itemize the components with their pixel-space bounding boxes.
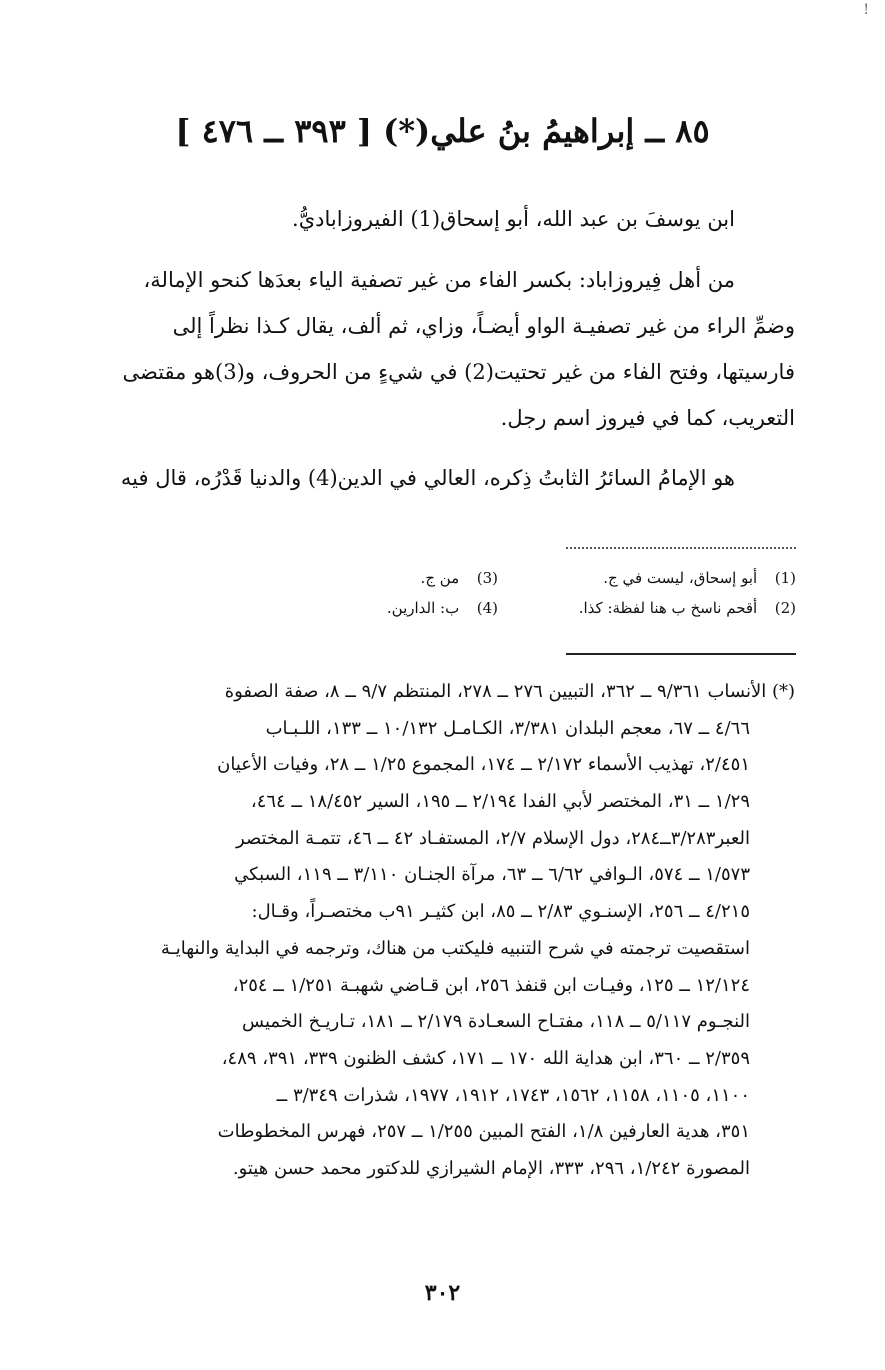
footnote-row xyxy=(200,563,796,593)
footnote xyxy=(498,563,796,593)
entry-title: ٨٥ ــ إبراهيمُ بنُ علي(*) [ ٣٩٣ ــ ٤٧٦ ] xyxy=(175,112,710,150)
sources-footnote xyxy=(50,674,795,1188)
sources-separator xyxy=(566,653,796,655)
footnote xyxy=(498,593,796,623)
footnote-separator xyxy=(566,547,796,549)
source-line: ٤/٦٦ ــ ٦٧، معجم البلدان ٣/٣٨١، الكـامـل ١٠/١٣٢ ــ ١٣٣، اللـبـاب xyxy=(265,717,750,739)
footnote xyxy=(200,593,498,623)
text-line: ابن يوسفَ بن عبد الله، أبو إسحاق(1) الفيروزاباديُّ. xyxy=(292,207,735,231)
footnote-text: أبو إسحاق، ليست في ج. xyxy=(603,569,758,587)
text-line: التعريب، كما في فيروز اسم رجل. xyxy=(500,406,795,430)
source-line: ٢/٣٥٩ ــ ٣٦٠، ابن هداية الله ١٧٠ ــ ١٧١، كشف الظنون ٣٣٩، ٣٩١، ٤٨٩، xyxy=(221,1047,750,1069)
footnote-text: من ج. xyxy=(420,569,460,587)
source-line: ١/٢٩ ــ ٣١، المختصر لأبي الفدا ٢/١٩٤ ــ ١٩٥، السير ١٨/٤٥٢ ــ ٤٦٤، xyxy=(250,791,750,813)
footnote-row xyxy=(200,593,796,623)
footnote-text: ب: الدارين. xyxy=(386,599,460,617)
source-line: النجـوم ٥/١١٧ ــ ١١٨، مفتـاح السعـادة ٢/١٧٩ ــ ١٨١، تـاريـخ الخميس xyxy=(242,1011,750,1033)
source-line: استقصيت ترجمته في شرح التنبيه فليكتب من هناك، وترجمه في البداية والنهايـة xyxy=(160,937,750,959)
source-line: ٢/٤٥١، تهذيب الأسماء ٢/١٧٢ ــ ١٧٤، المجموع ١/٢٥ ــ ٢٨، وفيات الأعيان xyxy=(217,754,750,776)
footnote-text: أقحم ناسخ ب هنا لفظة: كذا. xyxy=(578,599,758,617)
footnote-number: (4) xyxy=(476,599,498,617)
paragraph-nisba xyxy=(50,257,795,441)
source-line: ١١٠٠، ١١٠٥، ١١٥٨، ١٥٦٢، ١٧٤٣، ١٩١٢، ١٩٧٧، شذرات ٣/٣٤٩ ــ xyxy=(276,1084,750,1106)
source-line: المصورة ١/٢٤٢، ٢٩٦، ٣٣٣، الإمام الشيرازي للدكتور محمد حسن هيتو. xyxy=(232,1157,750,1179)
text-line: وضمِّ الراء من غير تصفيـة الواو أيضـاً، وزاي، ثم ألف، يقال كـذا نظراً إلى xyxy=(172,314,795,338)
source-line: ١٢/١٢٤ ــ ١٢٥، وفيـات ابن قنفذ ٢٥٦، ابن قـاضي شهبـة ١/٢٥١ ــ ٢٥٤، xyxy=(232,974,750,996)
paragraph-praise xyxy=(50,455,795,501)
source-line: ٤/٢١٥ ــ ٢٥٦، الإسنـوي ٢/٨٣ ــ ٨٥، ابن كثيـر ٩١ب مختصـراً، وقـال: xyxy=(251,901,750,923)
source-line: (*) الأنساب ٩/٣٦١ ــ ٣٦٢، التبيين ٢٧٦ ــ ٢٧٨، المنتظم ٩/٧ ــ ٨، صفة الصفوة xyxy=(224,681,795,702)
text-line: هو الإمامُ السائرُ الثابتُ ذِكره، العالي في الدين(4) والدنيا قَدْرُه، قال فيه xyxy=(120,466,735,490)
footnotes xyxy=(200,563,796,623)
source-line: ١/٥٧٣ ــ ٥٧٤، الـوافي ٦/٦٢ ــ ٦٣، مرآة الجنـان ٣/١١٠ ــ ١١٩، السبكي xyxy=(234,864,750,886)
footnote-number: (3) xyxy=(476,569,498,587)
text-line: فارسيتها، وفتح الفاء من غير تحتيت(2) في شيءٍ من الحروف، و(3)هو مقتضى xyxy=(122,360,795,384)
footnote xyxy=(200,563,498,593)
footnote-number: (1) xyxy=(774,569,796,587)
corner-mark: ! xyxy=(863,2,869,18)
source-line: العبر٣/٢٨٣ــ٢٨٤، دول الإسلام ٢/٧، المستفـاد ٤٢ ــ ٤٦، تتمـة المختصر xyxy=(236,827,750,849)
paragraph-lineage xyxy=(50,196,795,242)
source-line: ٣٥١، هدية العارفين ١/٨، الفتح المبين ١/٢٥٥ ــ ٢٥٧، فهرس المخطوطات xyxy=(217,1121,750,1143)
text-line: من أهل فِيروزاباد: بكسر الفاء من غير تصفية الياء بعدَها كنحو الإمالة، xyxy=(143,268,735,292)
page-number: ٣٠٢ xyxy=(424,1280,461,1306)
footnote-number: (2) xyxy=(774,599,796,617)
